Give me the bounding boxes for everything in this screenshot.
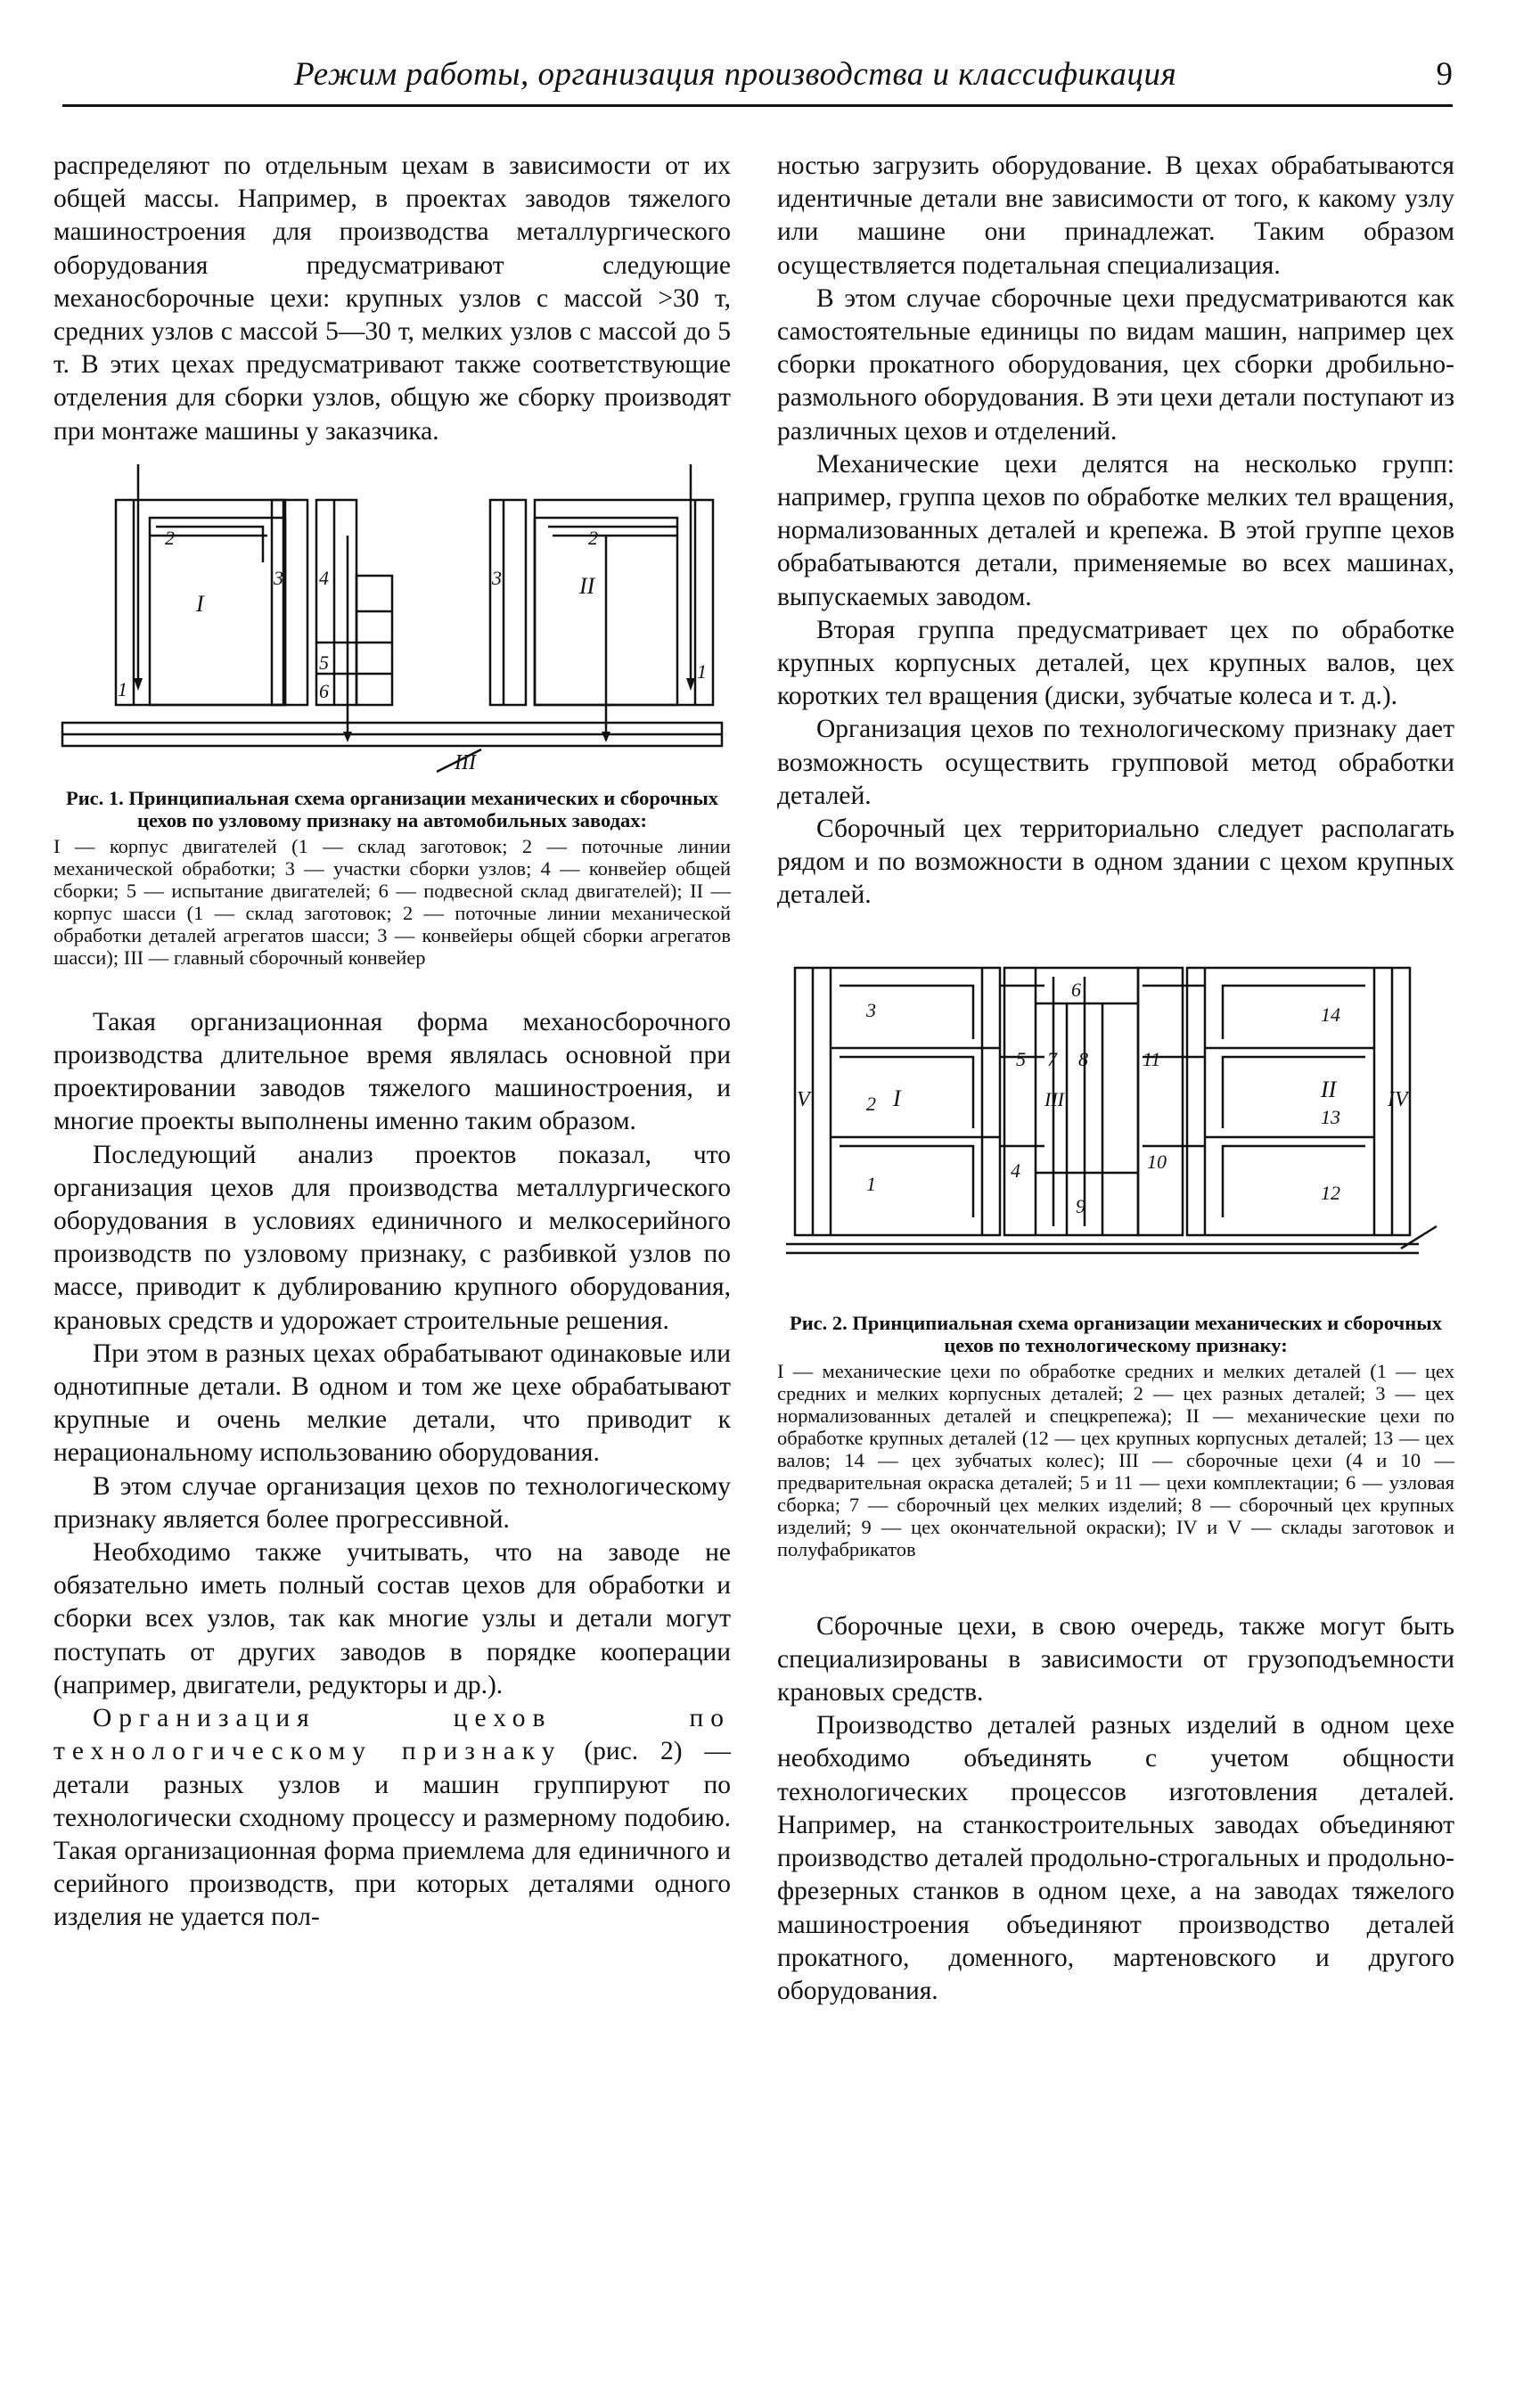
left-paragraph-6: Необходимо также учитывать, что на заводе не обязательно иметь полный состав цехов для обработки и сборки всех узлов, так как многие узлы и детали могут поступать от других заводов в порядке кооперации (например, двигатели, редукторы и др.).	[53, 1538, 731, 1699]
fig1-label: II	[579, 572, 595, 599]
fig1-label: 3	[492, 566, 502, 589]
fig2-label: 13	[1321, 1105, 1340, 1128]
right-paragraph-7: Сборочные цехи, в свою очередь, также могут быть специализированы в зависимости от грузоподъемности крановых средств.	[777, 1611, 1454, 1707]
page-number: 9	[1436, 56, 1453, 93]
figure-1-caption-body: I — корпус двигателей (1 — склад заготовок; 2 — поточные линии механической обработки; 3 — участки сборки узлов; 4 — конвейер общей сборки; 5 — испытание двигателей; 6 — подвесной склад двигателей); II — корпус шасси (1 — склад заготовок; 2 — поточные линии механической обработки деталей агрегатов шасси; 3 — конвейеры общей сборки агрегатов шасси); III — главный сборочный конвейер	[53, 834, 731, 969]
running-title: Режим работы, организация производства и классификация	[294, 56, 1177, 93]
figure-1-diagram	[53, 464, 731, 776]
fig2-label: 2	[866, 1092, 876, 1115]
left-paragraph-1: распределяют по отдельным цехам в зависимости от их общей массы. Например, в проектах заводов тяжелого машиностроения для производства металлургического оборудования предусматривают следующие механосборочные цехи: крупных узлов с массой >30 т, средних узлов с массой 5—30 т, мелких узлов с массой до 5 т. В этих цехах предусматривают также соответствующие отделения для сборки узлов, общую же сборку производят при монтаже машины у заказчика.	[53, 151, 731, 446]
right-paragraph-3: Механические цехи делятся на несколько групп: например, группа цехов по обработке мелких тел вращения, нормализованных деталей и крепежа. В этой группе цехов обрабатываются детали, применяемые во всех машинах, выпускаемых заводом.	[777, 449, 1454, 611]
right-paragraph-2: В этом случае сборочные цехи предусматриваются как самостоятельные единицы по видам машин, например цех сборки прокатного оборудования, цех сборки дробильно-размольного оборудования. В эти цехи детали поступают из различных цехов и отделений.	[777, 283, 1454, 446]
left-paragraph-4: При этом в разных цехах обрабатывают одинаковые или однотипные детали. В одном и том же цехе обрабатывают крупные и очень мелкие детали, что приводит к нерациональному использованию оборудования.	[53, 1339, 731, 1468]
fig1-label: 2	[588, 526, 598, 549]
fig2-label: 9	[1076, 1194, 1085, 1217]
left-paragraph-2: Такая организационная форма механосборочного производства длительное время являлась основной при проектировании заводов тяжелого машиностроения, и многие проекты выполнены именно таким образом.	[53, 1007, 731, 1136]
fig1-label: 5	[319, 651, 329, 674]
left-paragraph-5: В этом случае организация цехов по технологическому признаку является более прогрессивной.	[53, 1471, 731, 1534]
figure-1-caption	[53, 787, 731, 969]
fig2-label: 12	[1321, 1181, 1340, 1204]
right-paragraph-6: Сборочный цех территориально следует располагать рядом и по возможности в одном здании с цехом крупных деталей.	[777, 815, 1454, 910]
left-paragraph-7-rest: (рис. 2) — детали разных узлов и машин группируют по технологически сходному процессу и размерному подобию. Такая организационная форма приемлема для единичного и серийного производств, при которых деталями одного изделия не удается пол-	[53, 1737, 731, 1932]
fig2-label: I	[893, 1085, 901, 1111]
fig2-label: 8	[1078, 1047, 1088, 1070]
fig2-label: 11	[1143, 1047, 1161, 1070]
fig1-label: III	[455, 750, 476, 774]
header-rule	[62, 104, 1453, 107]
right-paragraph-4: Вторая группа предусматривает цех по обработке крупных корпусных деталей, цех крупных валов, цех коротких тел вращения (диски, зубчатые колеса и т. д.).	[777, 615, 1454, 711]
fig2-label: 3	[866, 998, 876, 1021]
figure-2-caption-title: Рис. 2. Принципиальная схема организации механических и сборочных цехов по технологическому признаку:	[789, 1311, 1443, 1356]
figure-1-caption-title: Рис. 1. Принципиальная схема организации механических и сборочных цехов по узловому признаку на автомобильных заводах:	[65, 786, 719, 831]
left-paragraph-7	[53, 1702, 731, 1934]
fig1-label: 2	[165, 526, 175, 549]
right-paragraph-5: Организация цехов по технологическому признаку дает возможность осуществить групповой метод обработки деталей.	[777, 715, 1454, 810]
fig2-label: 10	[1147, 1150, 1167, 1173]
figure-2-caption-body: I — механические цехи по обработке средних и мелких деталей (1 — цех средних и мелких корпусных деталей; 2 — цех разных деталей; 3 — цех нормализованных деталей и спецкрепежа); II — механические цехи по обработке крупных деталей (12 — цех крупных корпусных деталей; 13 — цех валов; 14 — цех зубчатых колес); III — сборочные цехи (4 и 10 — предварительная окраска деталей; 5 и 11 — цехи комплектации; 6 — узловая сборка; 7 — сборочный цех мелких изделий; 8 — сборочный цех крупных изделий; 9 — цех окончательной окраски); IV и V — склады заготовок и полуфабрикатов	[777, 1359, 1454, 1560]
fig2-label: IV	[1388, 1087, 1408, 1111]
left-column	[53, 150, 731, 1935]
fig1-label: 1	[118, 677, 127, 700]
right-column	[777, 150, 1454, 2008]
fig2-label: 5	[1016, 1047, 1026, 1070]
fig1-building-II	[535, 500, 713, 705]
fig1-label: 4	[319, 566, 329, 589]
page-header	[62, 55, 1453, 100]
fig2-label: 4	[1011, 1159, 1020, 1182]
fig1-label: I	[196, 590, 204, 617]
fig2-label: II	[1321, 1076, 1337, 1102]
fig2-label: 14	[1321, 1003, 1340, 1026]
right-paragraph-1: ностью загрузить оборудование. В цехах обрабатываются идентичные детали вне зависимости от того, к какому узлу или машине они принадлежат. Таким образом осуществляется подетальная специализация.	[777, 151, 1454, 280]
fig2-label: III	[1044, 1087, 1064, 1110]
fig2-label: 6	[1071, 978, 1081, 1001]
fig2-block-III	[1004, 968, 1138, 1235]
left-paragraph-3: Последующий анализ проектов показал, что организация цехов для производства металлургического оборудования в условиях единичного и мелкосерийного производств по узловому признаку, с разбивкой узлов по массе, приводит к дублированию крупного оборудования, крановых средств и удорожает строительные решения.	[53, 1140, 731, 1335]
fig1-label: 3	[274, 566, 283, 589]
fig2-label: 1	[866, 1172, 876, 1195]
fig2-label: V	[797, 1087, 810, 1111]
right-paragraph-8: Производство деталей разных изделий в одном цехе необходимо объединять с учетом общности технологических процессов изготовления деталей. Например, на станкостроительных заводах объединяют производство деталей продольно-строгальных и продольно-фрезерных станков в одном цехе, а на заводах тяжелого машиностроения объединяют производство деталей прокатного, доменного, мартеновского и другого оборудования.	[777, 1711, 1454, 2005]
spaced-heading: Организация цехов по технологическому признаку	[53, 1704, 731, 1766]
fig1-label: 1	[697, 659, 707, 683]
figure-2-caption	[777, 1312, 1454, 1560]
figure-2-diagram	[777, 950, 1454, 1289]
fig2-label: 7	[1047, 1047, 1057, 1070]
fig1-label: 6	[319, 679, 329, 702]
fig2-block-II	[1187, 968, 1410, 1235]
